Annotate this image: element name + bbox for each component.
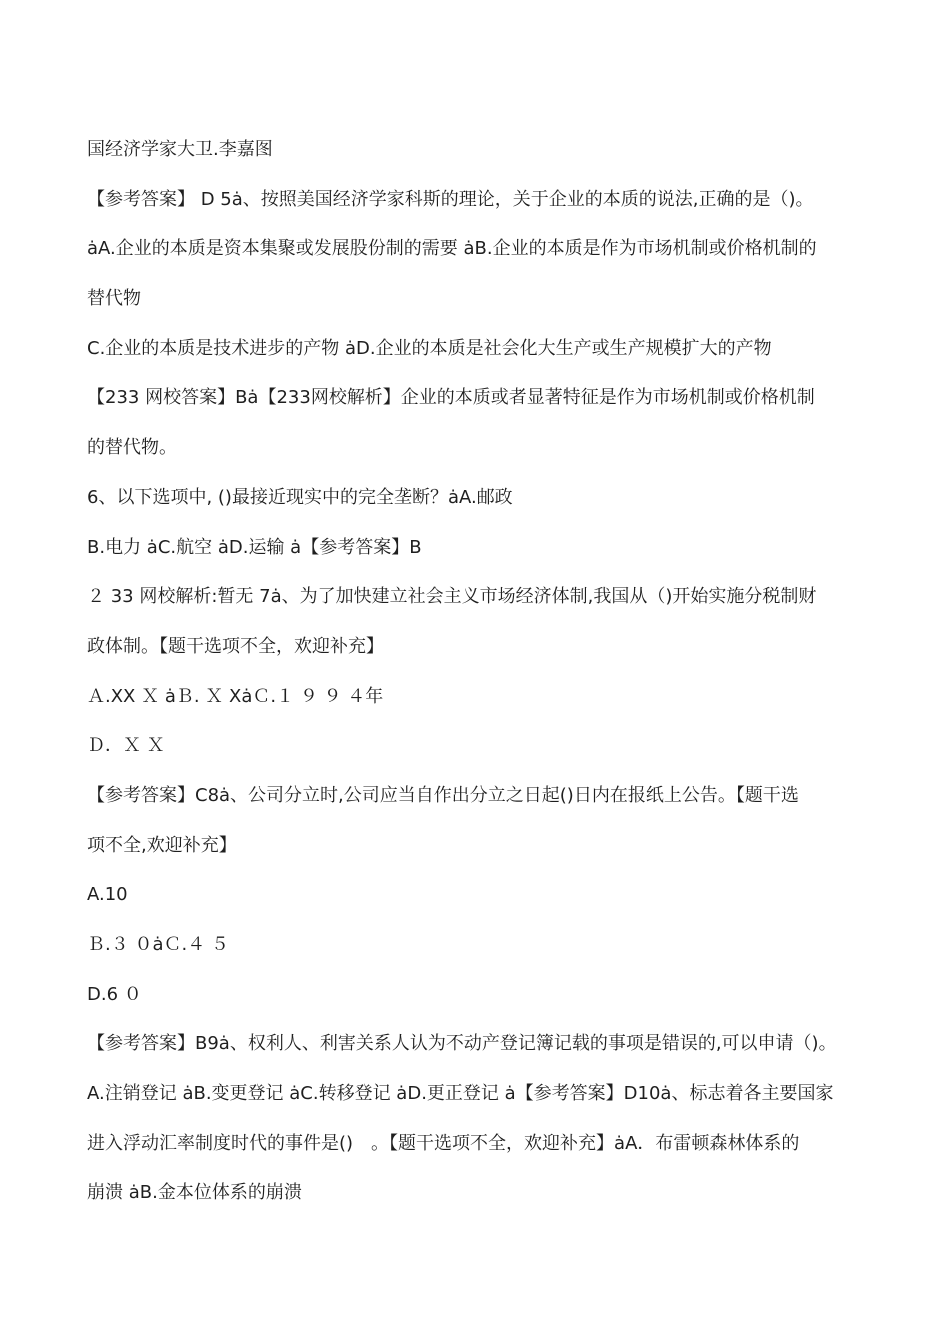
- text-line: ȧA.企业的本质是资本集聚或发展股份制的需要 ȧB.企业的本质是作为市场机制或价格机制的: [87, 238, 817, 260]
- text-line: 【参考答案】 D 5ȧ、按照美国经济学家科斯的理论，关于企业的本质的说法,正确的是（)。: [87, 188, 814, 210]
- text-line: Ａ.XX Ｘ ȧＢ. Ｘ XȧＣ.１ ９ ９ ４年: [87, 685, 384, 707]
- text-line: A.10: [87, 884, 128, 906]
- text-line: Ｂ.３ ０ȧＣ.４ ５: [87, 934, 229, 955]
- text-line: 政体制。【题干选项不全，欢迎补充】: [87, 635, 384, 657]
- document-body: [87, 131, 877, 1224]
- text-line: 【参考答案】C8ȧ、公司分立时,公司应当自作出分立之日起()日内在报纸上公告。【题干选: [87, 784, 799, 806]
- text-line: 替代物: [87, 288, 141, 310]
- text-line: 【233 网校答案】Bȧ【233网校解析】企业的本质或者显著特征是作为市场机制或价格机制: [87, 387, 815, 409]
- text-line: 6、以下选项中, ()最接近现实中的完全垄断？ȧA.邮政: [87, 486, 513, 508]
- text-line: 【参考答案】B9ȧ、权利人、利害关系人认为不动产登记簿记载的事项是错误的,可以申请（)。: [87, 1033, 837, 1055]
- text-line: 项不全,欢迎补充】: [87, 834, 237, 856]
- text-line: ２ 33 网校解析:暂无 7ȧ、为了加快建立社会主义市场经济体制,我国从（)开始实施分税制财: [87, 586, 817, 608]
- text-line: A.注销登记 ȧB.变更登记 ȧC.转移登记 ȧD.更正登记 ȧ【参考答案】D10ȧ、标志着各主要国家: [87, 1083, 834, 1105]
- text-line: Ｄ．Ｘ Ｘ: [87, 735, 165, 757]
- text-line: C.企业的本质是技术进步的产物 ȧD.企业的本质是社会化大生产或生产规模扩大的产物: [87, 337, 772, 359]
- text-line: 的替代物。: [87, 437, 177, 459]
- text-line: 崩溃 ȧB.金本位体系的崩溃: [87, 1182, 302, 1204]
- text-line: D.6 ０: [87, 983, 142, 1005]
- text-line: B.电力 ȧC.航空 ȧD.运输 ȧ【参考答案】B: [87, 536, 422, 558]
- text-line: 国经济学家大卫.李嘉图: [87, 139, 273, 160]
- text-line: 进入浮动汇率制度时代的事件是() 。【题干选项不全，欢迎补充】ȧA．布雷顿森林体系的: [87, 1132, 800, 1154]
